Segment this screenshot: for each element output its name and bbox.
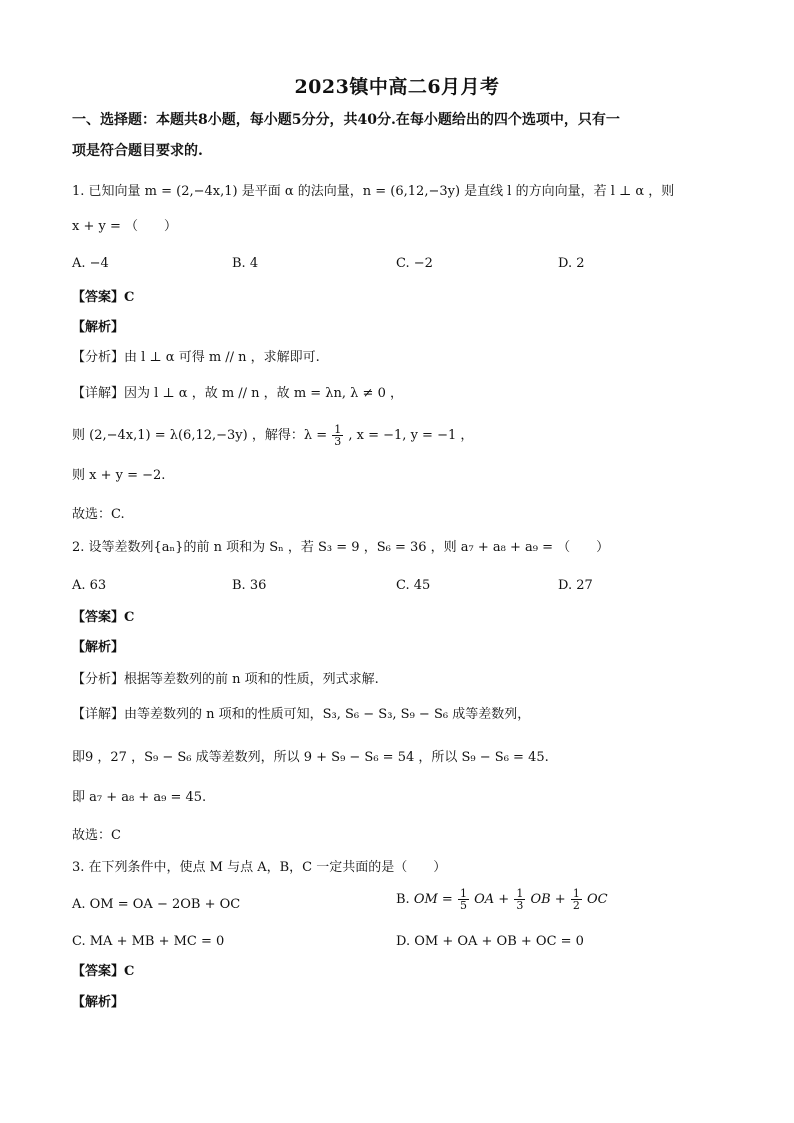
q3-option-b-frac1 <box>458 888 469 911</box>
q2-xiangjie: 【详解】由等差数列的 n 项和的性质可知，S₃, S₆ − S₃, S₉ − S₆ 成等差数列， <box>72 707 531 722</box>
q1-step1-text-b: , x = −1, y = −1 ， <box>348 428 474 443</box>
q1-stem-line2: x + y = （ ） <box>72 219 177 234</box>
q1-step1 <box>72 424 732 447</box>
q1-analysis-label: 【解析】 <box>72 320 125 335</box>
q1-step1-fraction <box>332 424 343 447</box>
q3-option-b <box>396 888 608 911</box>
q3-option-b-frac3-num: 1 <box>572 887 580 900</box>
q3-option-b-term3: OC <box>587 892 608 907</box>
section-header-line1: 一、选择题：本题共8小题，每小题5分分，共40分.在每小题给出的四个选项中，只有一 <box>72 112 620 128</box>
q2-stem: 2. 设等差数列{aₙ}的前 n 项和为 Sₙ ，若 S₃ = 9 ，S₆ = 36 ，则 a₇ + a₈ + a₉ = （ ） <box>72 540 610 555</box>
q3-option-a: A. OM = OA − 2OB + OC <box>72 897 241 912</box>
q3-option-b-label: B. <box>396 892 410 907</box>
q1-option-a: A. −4 <box>72 256 109 271</box>
q1-step1-frac-den: 3 <box>334 435 342 448</box>
q2-step2: 即 a₇ + a₈ + a₉ = 45. <box>72 790 207 805</box>
q2-analysis-label: 【解析】 <box>72 640 125 655</box>
q1-xiangjie: 【详解】因为 l ⊥ α ，故 m // n ，故 m = λn, λ ≠ 0 ， <box>72 386 403 401</box>
q1-fenxi: 【分析】由 l ⊥ α 可得 m // n ，求解即可. <box>72 350 320 365</box>
q1-answer: 【答案】C <box>72 290 135 305</box>
q2-option-b: B. 36 <box>232 578 267 593</box>
page-title: 2023镇中高二6月月考 <box>294 76 500 98</box>
q3-option-b-frac1-num: 1 <box>459 887 467 900</box>
q1-conclusion: 故选：C. <box>72 507 125 522</box>
q1-step2: 则 x + y = −2. <box>72 468 166 483</box>
q2-option-a: A. 63 <box>72 578 107 593</box>
q1-step1-frac-num: 1 <box>334 423 342 436</box>
q2-option-d: D. 27 <box>558 578 593 593</box>
q3-option-b-frac1-den: 5 <box>459 899 467 912</box>
q3-option-b-term2: OB + <box>530 892 566 907</box>
q2-answer: 【答案】C <box>72 610 135 625</box>
q2-conclusion: 故选：C <box>72 828 121 843</box>
q1-step1-text-a: 则 (2,−4x,1) = λ(6,12,−3y) ，解得：λ = <box>72 428 328 443</box>
q3-option-b-frac2-den: 3 <box>516 899 524 912</box>
q1-option-c: C. −2 <box>396 256 433 271</box>
q3-answer: 【答案】C <box>72 964 135 979</box>
section-header-line2: 项是符合题目要求的. <box>72 143 203 159</box>
q3-option-b-frac3-den: 2 <box>572 899 580 912</box>
q3-option-b-frac2-num: 1 <box>516 887 524 900</box>
q2-step1: 即9 ，27 ，S₉ − S₆ 成等差数列，所以 9 + S₉ − S₆ = 54 ，所以 S₉ − S₆ = 45. <box>72 750 549 765</box>
q3-analysis-label: 【解析】 <box>72 995 125 1010</box>
q3-option-b-lhs: OM = <box>413 892 453 907</box>
q3-option-d: D. OM + OA + OB + OC = 0 <box>396 934 584 949</box>
q1-option-d: D. 2 <box>558 256 585 271</box>
q1-option-b: B. 4 <box>232 256 259 271</box>
q2-fenxi: 【分析】根据等差数列的前 n 项和的性质，列式求解. <box>72 672 379 687</box>
q3-option-b-term1: OA + <box>474 892 510 907</box>
q3-option-b-frac3 <box>571 888 582 911</box>
q3-option-b-frac2 <box>514 888 525 911</box>
q1-stem-line1: 1. 已知向量 m = (2,−4x,1) 是平面 α 的法向量，n = (6,12,−3y) 是直线 l 的方向向量，若 l ⊥ α ，则 <box>72 184 675 199</box>
q2-option-c: C. 45 <box>396 578 431 593</box>
q3-option-c: C. MA + MB + MC = 0 <box>72 934 225 949</box>
q3-stem: 3. 在下列条件中，使点 M 与点 A，B，C 一定共面的是（ ） <box>72 860 447 875</box>
